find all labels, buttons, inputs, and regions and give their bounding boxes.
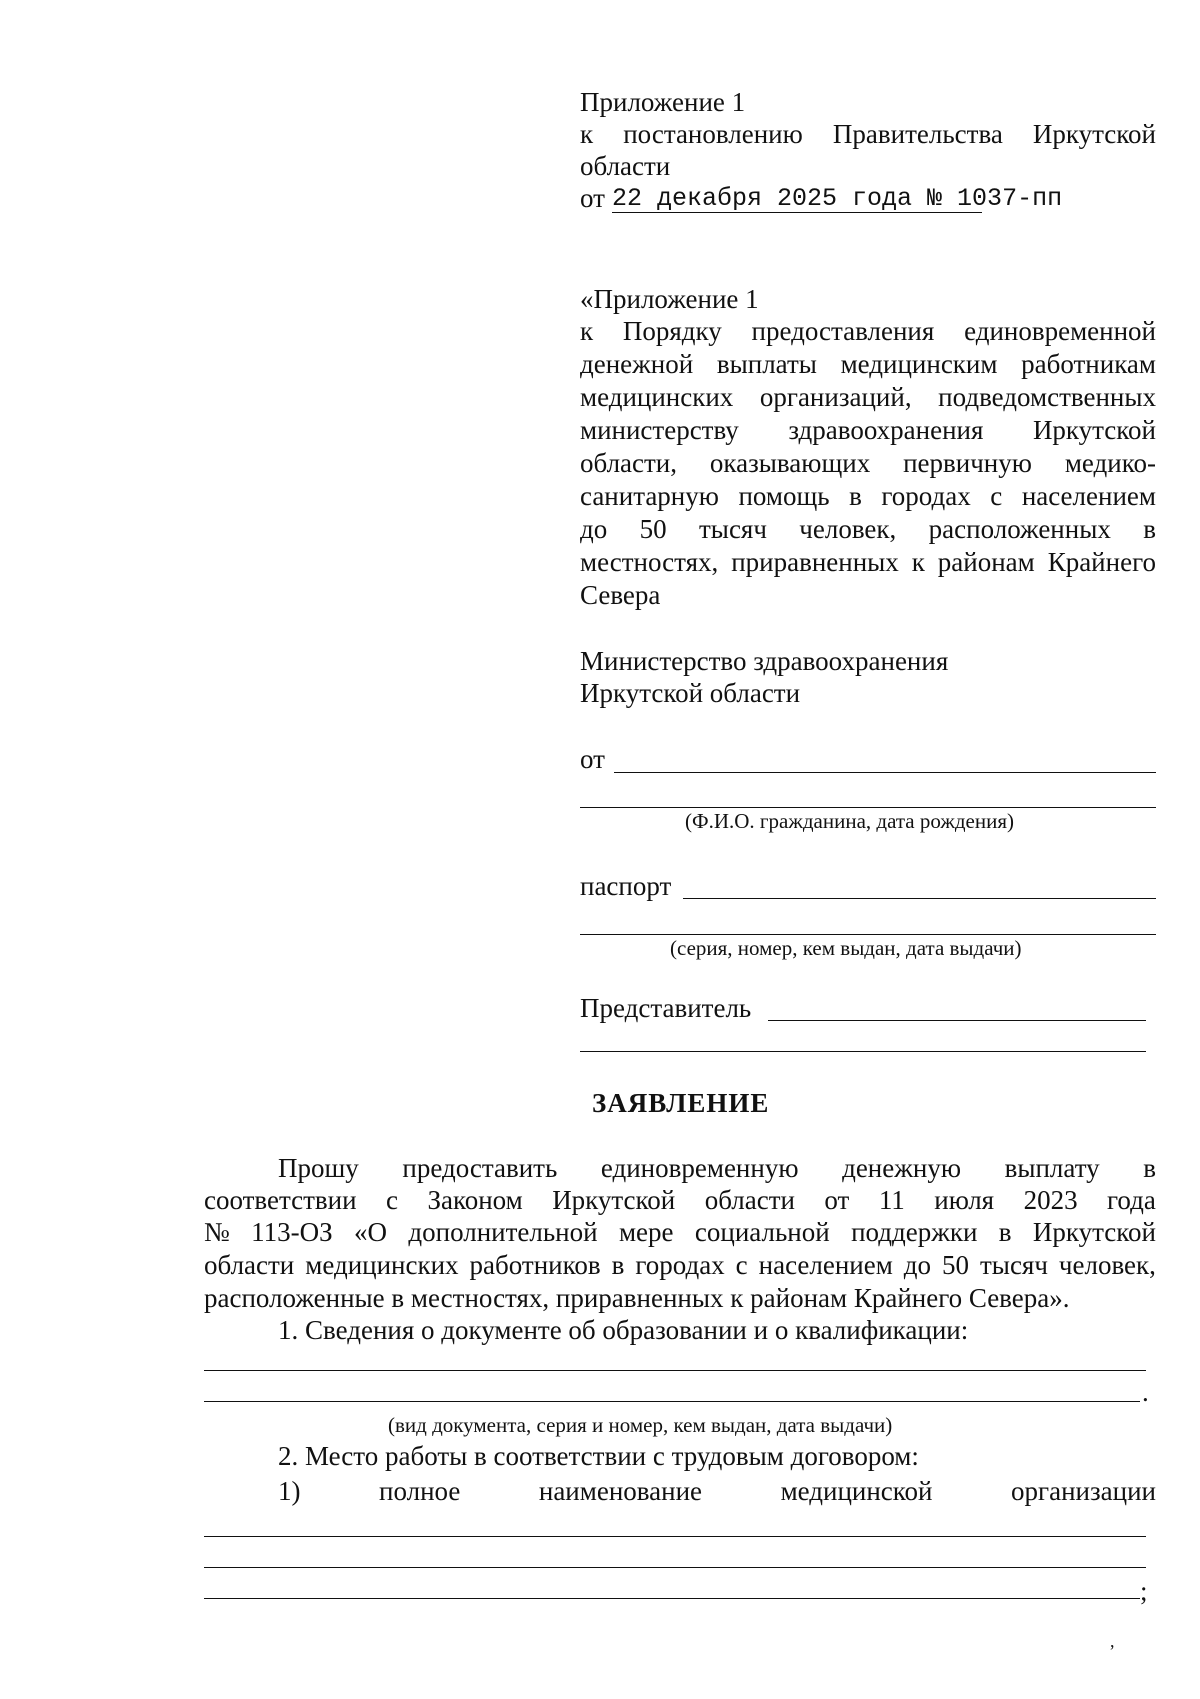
word: предоставить	[402, 1153, 558, 1183]
word: дополнительной	[408, 1217, 598, 1247]
word: №	[204, 1217, 230, 1247]
word: Порядку	[622, 316, 722, 346]
word: 1)	[278, 1476, 301, 1506]
passport-label: паспорт	[580, 871, 672, 901]
word: работникам	[1021, 349, 1156, 379]
word: Законом	[427, 1185, 523, 1215]
organization-field-line-2[interactable]	[204, 1567, 1146, 1568]
word: июля	[934, 1185, 995, 1215]
word: в	[1143, 514, 1156, 544]
order-appendix-line-2	[580, 348, 1156, 380]
word: «О	[354, 1217, 388, 1247]
order-appendix-line-8	[580, 546, 1156, 578]
addressee-region: Иркутской области	[580, 678, 801, 708]
word: выплату	[1004, 1153, 1100, 1183]
order-appendix-line-7	[580, 513, 1156, 545]
order-appendix-last-line: Севера	[580, 580, 661, 610]
education-field-line-1[interactable]	[204, 1370, 1146, 1371]
word: 113-ОЗ	[251, 1217, 333, 1247]
word: в	[1143, 1153, 1156, 1183]
word: к	[580, 119, 594, 149]
word: до	[903, 1250, 932, 1280]
word: до	[580, 514, 608, 544]
body-line-4	[204, 1249, 1156, 1281]
word: Прошу	[278, 1153, 359, 1183]
word: в	[849, 481, 862, 511]
word: постановлению	[623, 119, 803, 149]
word: первичную	[903, 448, 1032, 478]
item-2-subitem-1	[278, 1475, 1156, 1507]
organization-field-line-1[interactable]	[204, 1536, 1146, 1537]
word: городах	[635, 1250, 725, 1280]
word: подведомственных	[938, 382, 1156, 412]
word: санитарную	[580, 481, 719, 511]
word: медико-	[1064, 448, 1156, 478]
word: населением	[1021, 481, 1156, 511]
word: медицинских	[305, 1250, 459, 1280]
word: области	[204, 1250, 295, 1280]
word: помощь	[738, 481, 830, 511]
word: с	[735, 1250, 748, 1280]
organization-field-semicolon: ;	[1140, 1576, 1148, 1606]
word: здравоохранения	[788, 415, 984, 445]
word: тысяч	[699, 514, 767, 544]
word: 11	[878, 1185, 905, 1215]
word: единовременную	[600, 1153, 799, 1183]
body-line-3	[204, 1216, 1156, 1248]
word: в	[611, 1250, 625, 1280]
word: денежную	[842, 1153, 962, 1183]
word: тысяч	[980, 1250, 1048, 1280]
word: министерству	[580, 415, 739, 445]
word: выплаты	[716, 349, 817, 379]
word: Иркутской	[552, 1185, 676, 1215]
date-underline	[612, 212, 982, 213]
document-title: ЗАЯВЛЕНИЕ	[592, 1088, 770, 1118]
item-1-heading: 1. Сведения о документе об образовании и о квалификации:	[278, 1315, 969, 1345]
word: организации	[1011, 1476, 1156, 1506]
word: Правительства	[832, 119, 1003, 149]
appendix-label: Приложение 1	[580, 87, 746, 117]
word: единовременной	[964, 316, 1156, 346]
word: 50	[639, 514, 667, 544]
word: организаций,	[759, 382, 912, 412]
appendix-date-prefix: от	[580, 183, 605, 213]
word: работников	[469, 1250, 601, 1280]
word: медицинских	[580, 382, 734, 412]
word: соответствии	[204, 1185, 357, 1215]
education-field-line-2[interactable]	[204, 1401, 1140, 1402]
word: области,	[580, 448, 678, 478]
word: медицинской	[780, 1476, 933, 1506]
representative-label: Представитель	[580, 993, 752, 1023]
appendix-date-value: 22 декабря 2025 года № 1037-пп	[612, 184, 1063, 213]
word: денежной	[580, 349, 694, 379]
organization-field-line-3[interactable]	[204, 1598, 1140, 1599]
word: социальной	[694, 1217, 830, 1247]
body-line-1	[278, 1152, 1156, 1184]
word: оказывающих	[709, 448, 871, 478]
word: расположенных	[928, 514, 1111, 544]
from-label: от	[580, 744, 605, 774]
word: от	[824, 1185, 850, 1215]
word: мере	[618, 1217, 674, 1247]
education-field-period: .	[1142, 1377, 1149, 1407]
word: Иркутской	[1032, 119, 1156, 149]
word: медицинским	[840, 349, 998, 379]
word: наименование	[538, 1476, 703, 1506]
fio-caption: (Ф.И.О. гражданина, дата рождения)	[685, 809, 1014, 833]
representative-field-line-2[interactable]	[580, 1051, 1146, 1052]
fio-field-line-1[interactable]	[614, 772, 1156, 773]
word: с	[386, 1185, 398, 1215]
word: городах	[881, 481, 971, 511]
word: 50	[942, 1250, 970, 1280]
order-appendix-line-1	[580, 315, 1156, 347]
word: к	[580, 316, 594, 346]
word: года	[1107, 1185, 1156, 1215]
word: предоставления	[751, 316, 935, 346]
addressee-ministry: Министерство здравоохранения	[580, 646, 949, 676]
representative-field-line-1[interactable]	[768, 1020, 1146, 1021]
word: 2023	[1023, 1185, 1078, 1215]
passport-field-line-1[interactable]	[683, 898, 1156, 899]
word: приравненных	[731, 547, 899, 577]
body-line-2	[204, 1184, 1156, 1216]
word: в	[998, 1217, 1012, 1247]
word: с	[990, 481, 1003, 511]
appendix-region: области	[580, 151, 671, 181]
order-appendix-line-5	[580, 447, 1156, 479]
order-appendix-label: «Приложение 1	[580, 284, 759, 314]
order-appendix-line-4	[580, 414, 1156, 446]
word: Крайнего	[1047, 547, 1156, 577]
word: человек,	[799, 514, 897, 544]
page-mark: ,	[1110, 1631, 1115, 1651]
appendix-decree-line	[580, 118, 1156, 150]
education-caption: (вид документа, серия и номер, кем выдан, дата выдачи)	[388, 1413, 893, 1437]
order-appendix-line-6	[580, 480, 1156, 512]
body-line-5: расположенные в местностях, приравненных к районам Крайнего Севера».	[204, 1283, 1070, 1313]
word: Иркутской	[1032, 415, 1156, 445]
word: поддержки	[851, 1217, 978, 1247]
order-appendix-line-3	[580, 381, 1156, 413]
item-2-heading: 2. Место работы в соответствии с трудовым договором:	[278, 1441, 919, 1471]
word: районам	[937, 547, 1035, 577]
word: полное	[379, 1476, 461, 1506]
word: Иркутской	[1032, 1217, 1156, 1247]
word: населением	[758, 1250, 893, 1280]
word: местностях,	[580, 547, 719, 577]
passport-caption: (серия, номер, кем выдан, дата выдачи)	[670, 936, 1022, 960]
word: человек,	[1058, 1250, 1156, 1280]
word: области	[704, 1185, 795, 1215]
word: к	[911, 547, 925, 577]
